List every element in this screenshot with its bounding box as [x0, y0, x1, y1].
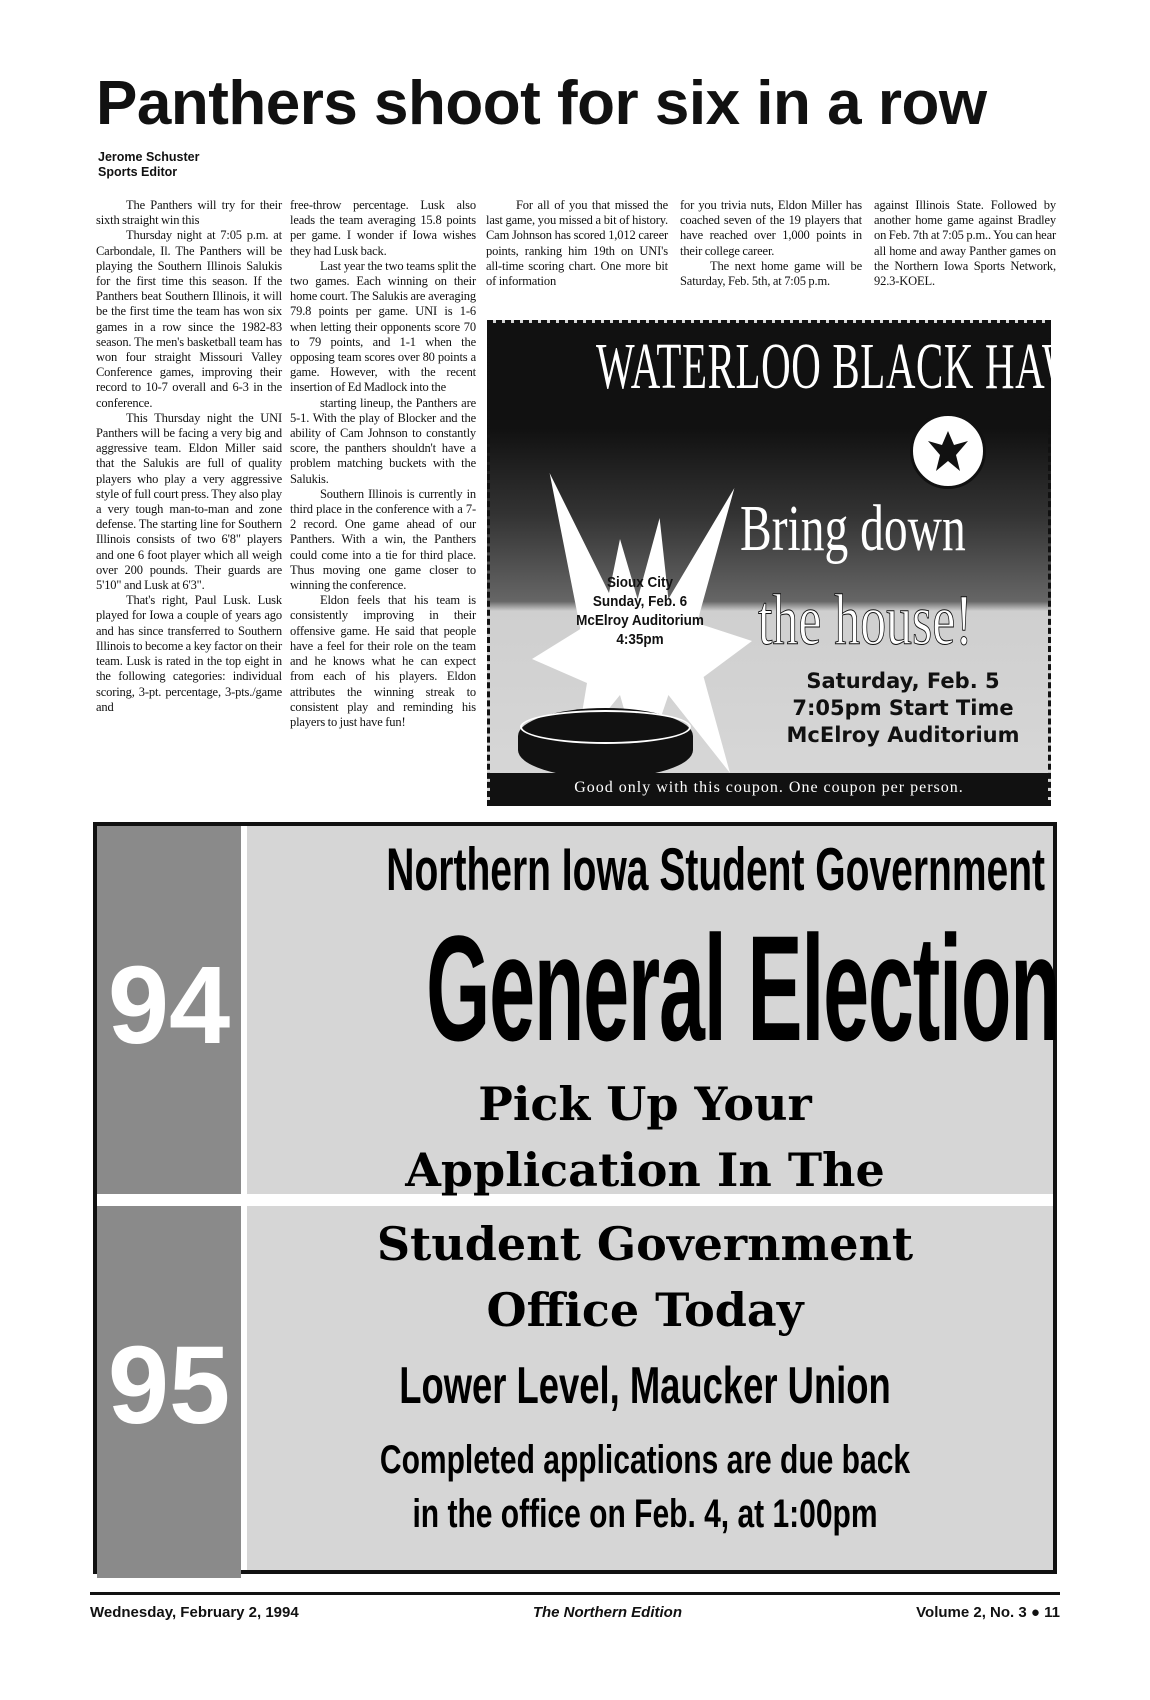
paragraph: Southern Illinois is currently in third place in the conference with a 7-2 record. One game ahead of our Panthers. With a win, the Panthers could come into a tie for third place. Thus moving one game closer to winning the conference.	[290, 486, 476, 593]
publication-name: The Northern Edition	[532, 1604, 683, 1621]
paragraph: for you trivia nuts, Eldon Miller has coached seven of the 19 players that have reached over 1,000 points in their college career.	[680, 198, 862, 258]
volume-page: Volume 2, No. 3 ● 11	[916, 1604, 1060, 1621]
paragraph: free-throw percentage. Lusk also leads the team averaging 15.8 points per game. I wonder if Iowa wishes they had Lusk back.	[290, 198, 476, 258]
page-footer	[90, 1604, 1060, 1622]
home-venue: McElroy Auditorium	[786, 723, 1020, 747]
ad-line: Office Today	[486, 1283, 804, 1337]
ad-deadline: in the office on Feb. 4, at 1:00pm	[412, 1492, 878, 1536]
author-name: Jerome Schuster	[98, 150, 200, 164]
footer-divider	[90, 1592, 1060, 1595]
paragraph: Last year the two teams split the two games. Each winning on their home court. The Salukis are averaging 79.8 points per game. UNI is 1-6 when letting their opponents score 70 to 79 points, and 1-1 when the opposing team scores over 80 points a game. However, with the recent insertion of Ed Madlock into the	[290, 258, 476, 395]
blackhawks-logo-icon	[910, 413, 986, 489]
year-1995: 95	[107, 1324, 231, 1447]
election-ad	[93, 822, 1060, 1574]
home-time: 7:05pm Start Time	[792, 696, 1014, 720]
paragraph: The next home game will be Saturday, Feb. 5th, at 7:05 p.m.	[680, 258, 862, 289]
slogan-line-1: Bring down	[740, 492, 966, 565]
year-1994: 94	[107, 944, 231, 1067]
paragraph: Eldon feels that his team is consistently improving in their offensive game. He said that people have a feel for their role on the team and he knows what he can expect from each of his players. Eldon attributes the winning streak to consistent play and reminding his players to just have fun!	[290, 593, 476, 729]
slogan-line-2: the house!	[758, 580, 973, 660]
away-time: 4:35pm	[616, 631, 664, 648]
issue-date: Wednesday, February 2, 1994	[90, 1604, 299, 1621]
blackhawks-coupon-ad	[487, 320, 1135, 806]
ad-deadline: Completed applications are due back	[379, 1438, 911, 1482]
ad-line: Student Government	[376, 1217, 914, 1271]
paragraph: The Panthers will try for their sixth straight win this	[96, 198, 282, 228]
article-column-5	[874, 198, 1056, 289]
paragraph: Thursday night at 7:05 p.m. at Carbondale, Il. The Panthers will be playing the Southern Illinois Salukis for the first time this season. If the Panthers beat Southern Illinois, it will be the first time the team has won six games in a row since the 1982-83 season. The men's basketball team has won four straight Missouri Valley Conference games, improving their record to 10-7 overall and 6-3 in the conference.	[96, 228, 282, 410]
paragraph: This Thursday night the UNI Panthers will be facing a very big and aggressive team. Eldon Miller said that the Salukis are full of quality players who play a very aggressive style of full court press. They also play a very tough man-to-man and zone defense. The starting line for Southern Illinois consists of two 6'8" players and one 6 foot player which all weigh over 200 pounds. Their guards are 5'10" and Lusk at 6'3".	[96, 410, 282, 593]
away-game-info	[559, 573, 721, 649]
ad-line: Pick Up Your	[478, 1077, 812, 1131]
ad-line: Application In The	[405, 1143, 885, 1197]
ad-location: Lower Level, Maucker Union	[399, 1357, 891, 1415]
ad-title: WATERLOO BLACK HAWKS	[596, 330, 1135, 403]
paragraph: starting lineup, the Panthers are 5-1. With the play of Blocker and the ability of Cam Johnson to constantly score, the panthers shouldn't have a problem matching buckets with the Salukis.	[290, 395, 476, 486]
ad-title: General Election	[426, 904, 1060, 1072]
byline	[98, 150, 199, 180]
hockey-puck-icon	[518, 708, 693, 778]
article-column-1	[96, 198, 282, 715]
paragraph: against Illinois State. Followed by another home game against Bradley on Feb. 7th at 7:05 p.m.. You can hear all home and away Panther games on the Northern Iowa Sports Network, 92.3-KOEL.	[874, 198, 1056, 289]
paragraph: That's right, Paul Lusk. Lusk played for Iowa a couple of years ago and has since transferred to Southern Illinois to become a key factor on their team. Lusk is rated in the top eight in the following categories: individual scoring, 3-pt. percentage, 3-pts./game and	[96, 593, 282, 714]
paragraph: For all of you that missed the last game, you missed a bit of history. Cam Johnson has scored 1,012 career points, ranking him 19th on UNI's all-time scoring chart. One more bit of information	[486, 198, 668, 289]
author-title: Sports Editor	[98, 165, 178, 179]
article-column-2	[290, 198, 476, 730]
article-headline: Panthers shoot for six in a row	[96, 69, 987, 138]
article-column-3	[486, 198, 668, 289]
away-date: Sunday, Feb. 6	[592, 593, 688, 610]
article-column-4	[680, 198, 862, 289]
away-city: Sioux City	[606, 574, 674, 591]
coupon-terms: Good only with this coupon. One coupon per person.	[490, 773, 1048, 803]
home-game-info	[758, 668, 1048, 749]
ad-org: Northern Iowa Student Government	[386, 836, 1046, 903]
away-venue: McElroy Auditorium	[576, 612, 704, 629]
home-date: Saturday, Feb. 5	[806, 669, 1000, 693]
